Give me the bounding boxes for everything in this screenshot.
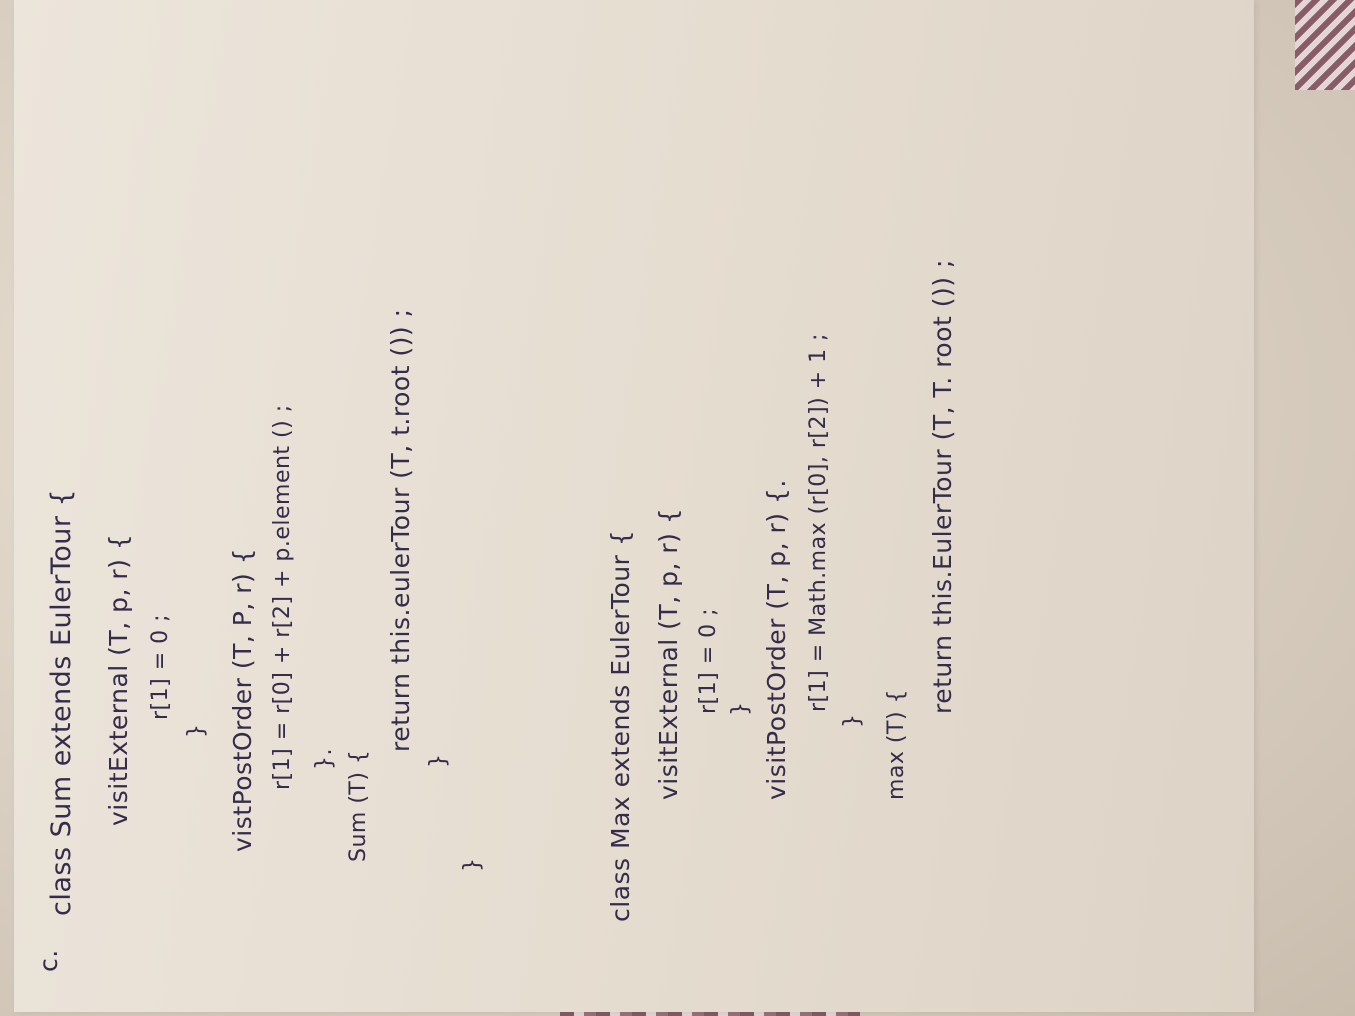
part-b-visit-external-body: r[1] = 0 ; [696, 607, 721, 714]
part-c-visit-external-signature: visitExternal (T, p, r) { [104, 533, 133, 826]
part-c-visit-external-close: } [184, 723, 209, 738]
part-c-sum-close: } [426, 753, 451, 768]
part-b-visit-postorder-signature: visitPostOrder (T, p, r) {. [762, 479, 791, 800]
part-c-class-header: class Sum extends EulerTour { [46, 488, 77, 916]
part-c-visit-postorder-close: }. [312, 748, 337, 770]
part-b-visit-postorder-close: } [840, 713, 865, 728]
part-b-visit-external-signature: visitExternal (T, p, r) { [654, 507, 683, 800]
part-c-visit-postorder-body: r[1] = r[0] + r[2] + p.element () ; [270, 404, 295, 790]
part-c-class-close: } [460, 857, 485, 872]
part-b-visit-postorder-body: r[1] = Math.max (r[0], r[2]) + 1 ; [806, 333, 831, 712]
part-b-max-signature: max (T) { [884, 688, 909, 800]
part-b-visit-external-close: } [728, 701, 753, 716]
part-c-sum-signature: Sum (T) { [346, 749, 371, 862]
part-b-class-header: class Max extends EulerTour { [606, 529, 635, 922]
part-c-visit-postorder-signature: vistPostOrder (T, P, r) { [228, 547, 257, 852]
part-c-visit-external-body: r[1] = 0 ; [148, 613, 173, 720]
part-c-label: c. [34, 949, 63, 972]
part-b-max-body: return this.EulerTour (T, T. root ()) ; [928, 259, 957, 714]
part-c-sum-body: return this.eulerTour (T, t.root ()) ; [386, 308, 415, 752]
